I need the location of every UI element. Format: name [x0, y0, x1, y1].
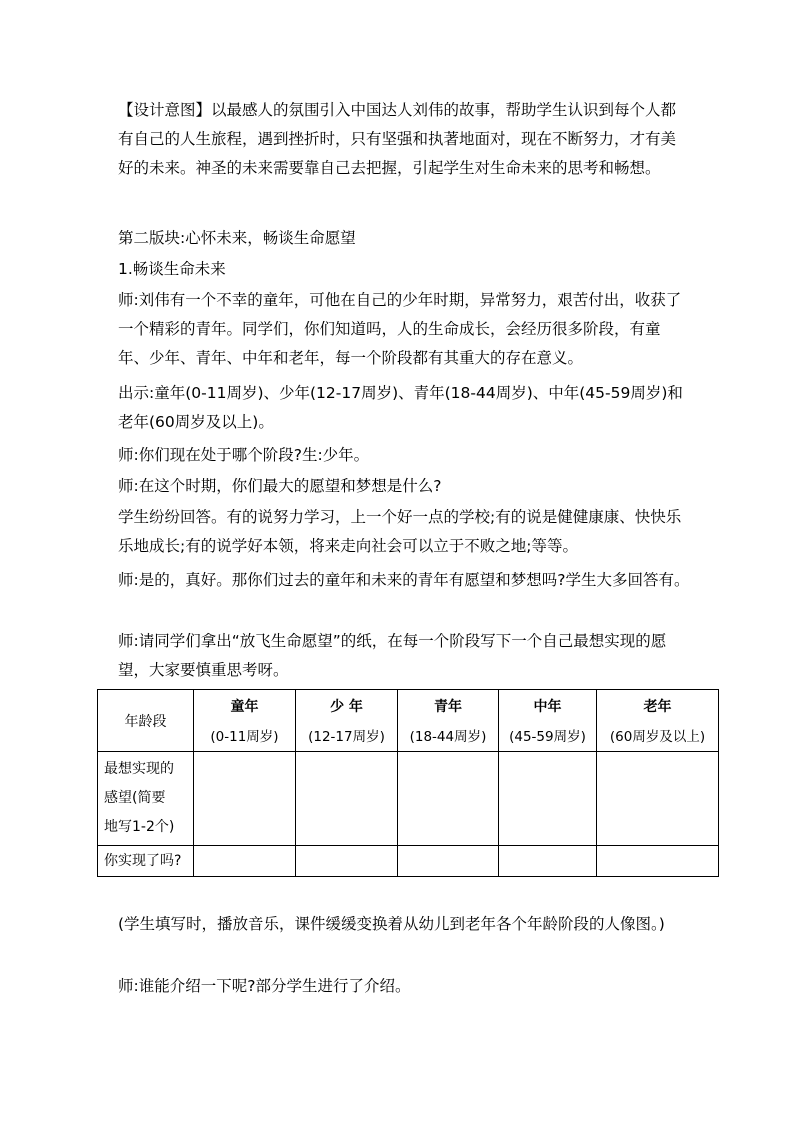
- stage-range: (45-59周岁): [509, 728, 586, 745]
- activity-note-paragraph: (学生填写时，播放音乐，课件缓缓变换着从幼儿到老年各个年龄阶段的人像图。): [118, 915, 665, 933]
- achieved-cell-childhood[interactable]: [194, 846, 296, 877]
- achieved-cell-young-adult[interactable]: [398, 846, 499, 877]
- show-paragraph: 出示:童年(0-11周岁)、少年(12-17周岁)、青年(18-44周岁)、中年(45-59周岁)和老年(60周岁及以上)。: [118, 384, 683, 431]
- stage-name: 老年: [643, 698, 672, 715]
- stage-cell-childhood: [194, 690, 296, 752]
- stage-cell-old-age: [597, 690, 719, 752]
- stage-cell-middle-age: [499, 690, 597, 752]
- teacher-paragraph-3: 师:请同学们拿出“放飞生命愿望”的纸，在每一个阶段写下一个自己最想实现的愿望，大家要慎重思考呀。: [118, 632, 667, 679]
- table-row-achieved: [98, 846, 719, 877]
- subsection-heading: 1.畅谈生命未来: [118, 260, 226, 278]
- teacher-paragraph-2: 师:是的，真好。那你们过去的童年和未来的青年有愿望和梦想吗?学生大多回答有。: [118, 571, 690, 589]
- teacher-paragraph-1: 师:刘伟有一个不幸的童年，可他在自己的少年时期，异常努力，艰苦付出，收获了一个精彩的青年。同学们，你们知道吗，人的生命成长，会经历很多阶段，有童年、少年、青年、中年和老年，每一个阶段都有其重大的存在意义。: [118, 291, 682, 367]
- stage-range: (18-44周岁): [409, 728, 487, 745]
- stage-range: (60周岁及以上): [609, 728, 706, 745]
- achieved-cell-middle-age[interactable]: [499, 846, 597, 877]
- wish-cell-middle-age[interactable]: [499, 752, 597, 846]
- table-header-row: [98, 690, 719, 752]
- teacher-closing-paragraph: 师:谁能介绍一下呢?部分学生进行了介绍。: [118, 977, 411, 995]
- wish-cell-old-age[interactable]: [597, 752, 719, 846]
- design-intent-paragraph: 【设计意图】以最感人的氛围引入中国达人刘伟的故事，帮助学生认识到每个人都有自己的人生旅程，遇到挫折时，只有坚强和执著地面对，现在不断努力，才有美好的未来。神圣的未来需要靠自己去把握，引起学生对生命未来的思考和畅想。: [118, 101, 677, 177]
- wish-label-line: 感望(简要: [104, 790, 166, 806]
- achieved-cell-old-age[interactable]: [597, 846, 719, 877]
- table-row-wish: [98, 752, 719, 846]
- wish-row-label: [98, 752, 194, 846]
- teacher-question-1: 师:你们现在处于哪个阶段?生:少年。: [118, 446, 370, 464]
- achieved-cell-youth[interactable]: [296, 846, 398, 877]
- wish-table-wrapper: [97, 689, 718, 877]
- wish-cell-youth[interactable]: [296, 752, 398, 846]
- age-stage-corner-cell: 年龄段: [98, 690, 194, 752]
- achieved-row-label: 你实现了吗?: [98, 846, 194, 877]
- wish-cell-young-adult[interactable]: [398, 752, 499, 846]
- stage-cell-youth: [296, 690, 398, 752]
- wish-table: [97, 689, 719, 877]
- stage-range: (12-17周岁): [308, 728, 385, 745]
- wish-label-line: 地写1-2个): [104, 819, 175, 835]
- stage-name: 青年: [434, 698, 462, 715]
- section-heading: 第二版块:心怀未来，畅谈生命愿望: [118, 229, 356, 247]
- stage-name: 中年: [533, 698, 562, 715]
- stage-range: (0-11周岁): [210, 728, 279, 745]
- wish-cell-childhood[interactable]: [194, 752, 296, 846]
- student-answer-paragraph: 学生纷纷回答。有的说努力学习，上一个好一点的学校;有的说是健健康康、快快乐乐地成长;有的说学好本领，将来走向社会可以立于不败之地;等等。: [118, 508, 682, 555]
- stage-name: 童年: [230, 698, 259, 715]
- stage-name: 少 年: [330, 698, 363, 715]
- wish-label-line: 最想实现的: [104, 761, 174, 777]
- stage-cell-young-adult: [398, 690, 499, 752]
- teacher-question-2: 师:在这个时期，你们最大的愿望和梦想是什么?: [118, 477, 442, 495]
